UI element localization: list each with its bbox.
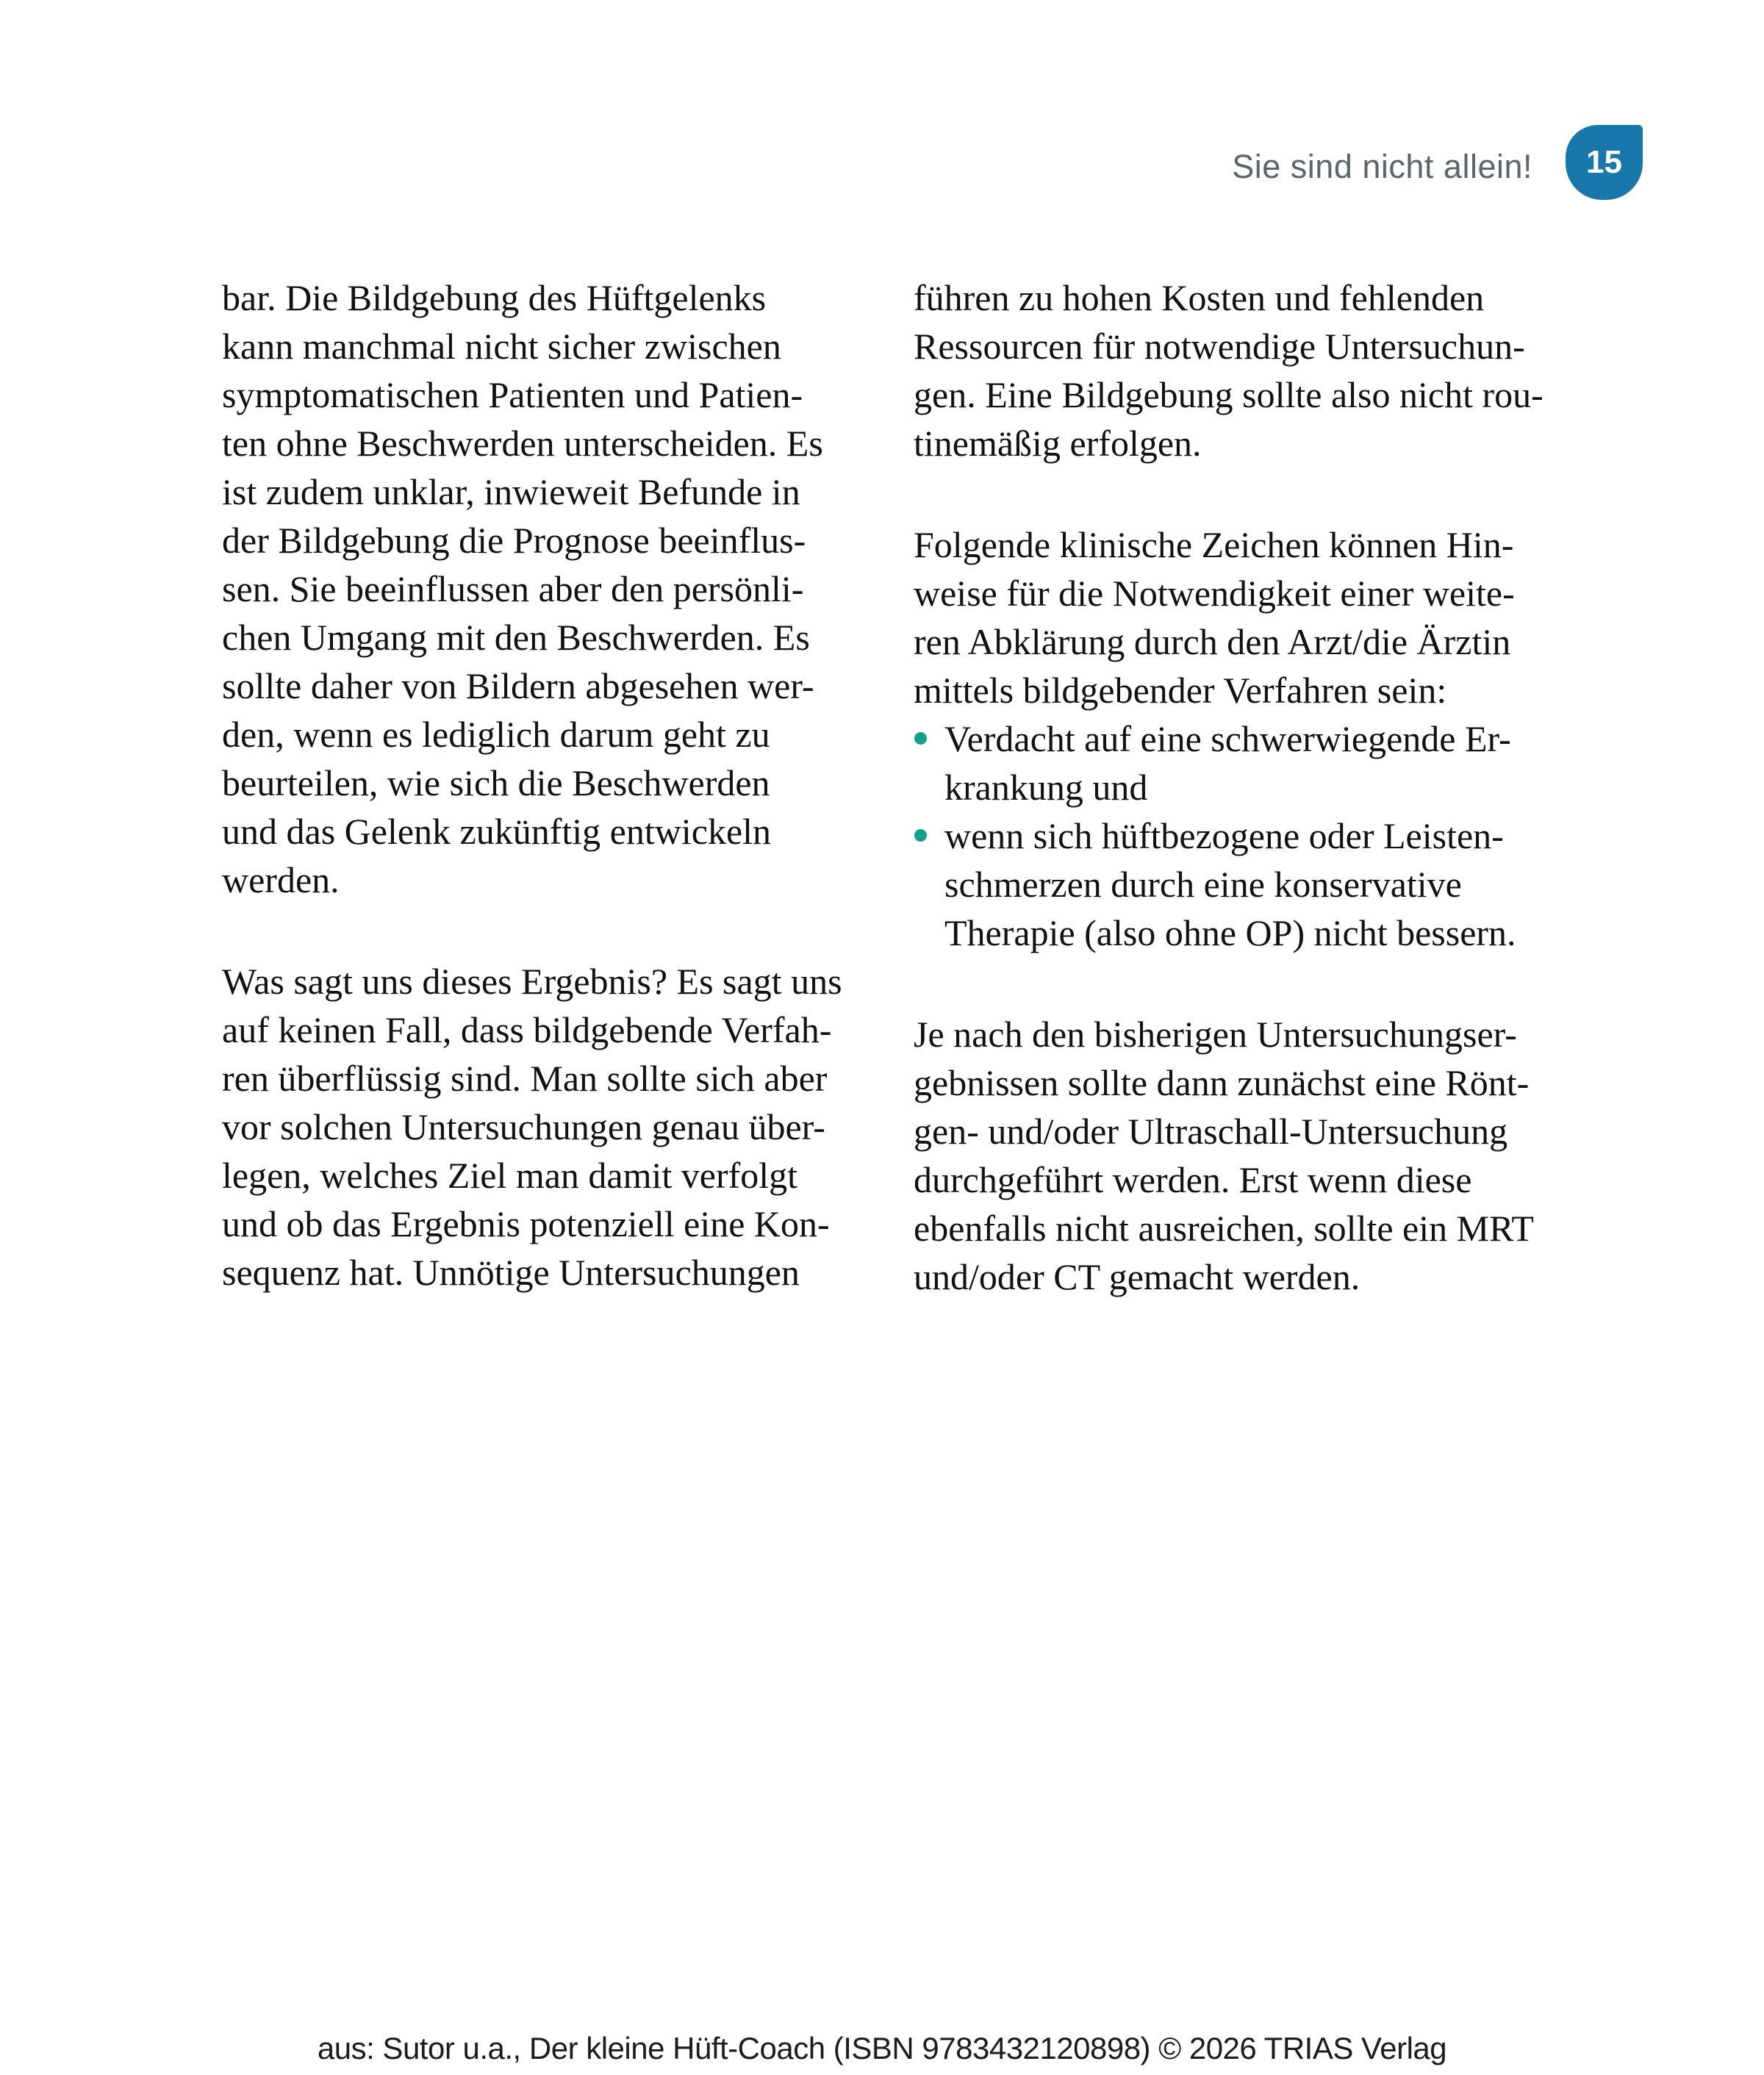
text-line: Ressourcen für notwendige Untersuchun- — [914, 326, 1525, 367]
text-line: chen Umgang mit den Beschwerden. Es — [222, 617, 810, 658]
text-line: und das Gelenk zukünftig entwickeln — [222, 811, 772, 852]
text-line: tinemäßig erfolgen. — [914, 423, 1202, 464]
text-line: ebenfalls nicht ausreichen, sollte ein MRT — [914, 1208, 1534, 1249]
text-line: wenn sich hüftbezogene oder Leisten- — [944, 815, 1504, 856]
bullet-dot-icon — [914, 732, 927, 745]
text-line: führen zu hohen Kosten und fehlenden — [914, 277, 1485, 318]
text-line: Was sagt uns dieses Ergebnis? Es sagt uns — [222, 961, 842, 1002]
text-line: kann manchmal nicht sicher zwischen — [222, 326, 781, 367]
text-line: und ob das Ergebnis potenziell eine Kon- — [222, 1203, 830, 1244]
text-line: den, wenn es lediglich darum geht zu — [222, 714, 770, 755]
bullet-list-item — [914, 714, 1544, 811]
text-line: gebnissen sollte dann zunächst eine Rönt- — [914, 1062, 1530, 1103]
copyright-credit: aus: Sutor u.a., Der kleine Hüft-Coach (ISBN 9783432120898) © 2026 TRIAS Verlag — [317, 2031, 1447, 2065]
bullet-list-item — [914, 811, 1544, 957]
text-line: mittels bildgebender Verfahren sein: — [914, 670, 1447, 711]
text-line: der Bildgebung die Prognose beeinflus- — [222, 520, 806, 561]
text-line: gen- und/oder Ultraschall-Untersuchung — [914, 1111, 1508, 1152]
page-number: 15 — [1586, 144, 1622, 180]
text-column-right — [914, 273, 1544, 1301]
paragraph — [222, 273, 842, 904]
text-line: sequenz hat. Unnötige Untersuchungen — [222, 1252, 800, 1293]
text-line: sollte daher von Bildern abgesehen wer- — [222, 665, 814, 706]
page-number-badge — [1566, 125, 1643, 200]
text-line: bar. Die Bildgebung des Hüftgelenks — [222, 277, 767, 318]
text-line: beurteilen, wie sich die Beschwerden — [222, 762, 770, 803]
text-line: ren überflüssig sind. Man sollte sich aber — [222, 1058, 828, 1099]
bullet-dot-icon — [914, 829, 927, 842]
text-line: legen, welches Ziel man damit verfolgt — [222, 1155, 798, 1196]
text-line: werden. — [222, 859, 340, 900]
text-line: Therapie (also ohne OP) nicht bessern. — [944, 912, 1516, 953]
text-line: Verdacht auf eine schwerwiegende Er- — [944, 718, 1511, 759]
text-column-left — [222, 273, 842, 1297]
text-line: vor solchen Untersuchungen genau über- — [222, 1106, 825, 1147]
paragraph — [222, 957, 842, 1297]
text-line: auf keinen Fall, dass bildgebende Verfah- — [222, 1009, 832, 1050]
text-line: Je nach den bisherigen Untersuchungser- — [914, 1014, 1517, 1055]
section-header-title: Sie sind nicht allein! — [1232, 148, 1532, 185]
text-line: krankung und — [944, 767, 1148, 808]
text-line: schmerzen durch eine konservative — [944, 864, 1462, 905]
text-line: sen. Sie beeinflussen aber den persönli- — [222, 568, 804, 609]
text-line: ist zudem unklar, inwieweit Befunde in — [222, 471, 800, 512]
paragraph — [914, 520, 1544, 957]
text-line: durchgeführt werden. Erst wenn diese — [914, 1159, 1472, 1200]
text-line: ten ohne Beschwerden unterscheiden. Es — [222, 423, 823, 464]
text-line: symptomatischen Patienten und Patien- — [222, 374, 803, 415]
text-line: Folgende klinische Zeichen können Hin- — [914, 524, 1514, 565]
paragraph — [914, 273, 1544, 467]
text-line: weise für die Notwendigkeit einer weite- — [914, 573, 1515, 614]
text-line: und/oder CT gemacht werden. — [914, 1256, 1360, 1297]
paragraph — [914, 1010, 1544, 1301]
text-line: gen. Eine Bildgebung sollte also nicht rou- — [914, 374, 1544, 415]
text-line: ren Abklärung durch den Arzt/die Ärztin — [914, 621, 1511, 662]
